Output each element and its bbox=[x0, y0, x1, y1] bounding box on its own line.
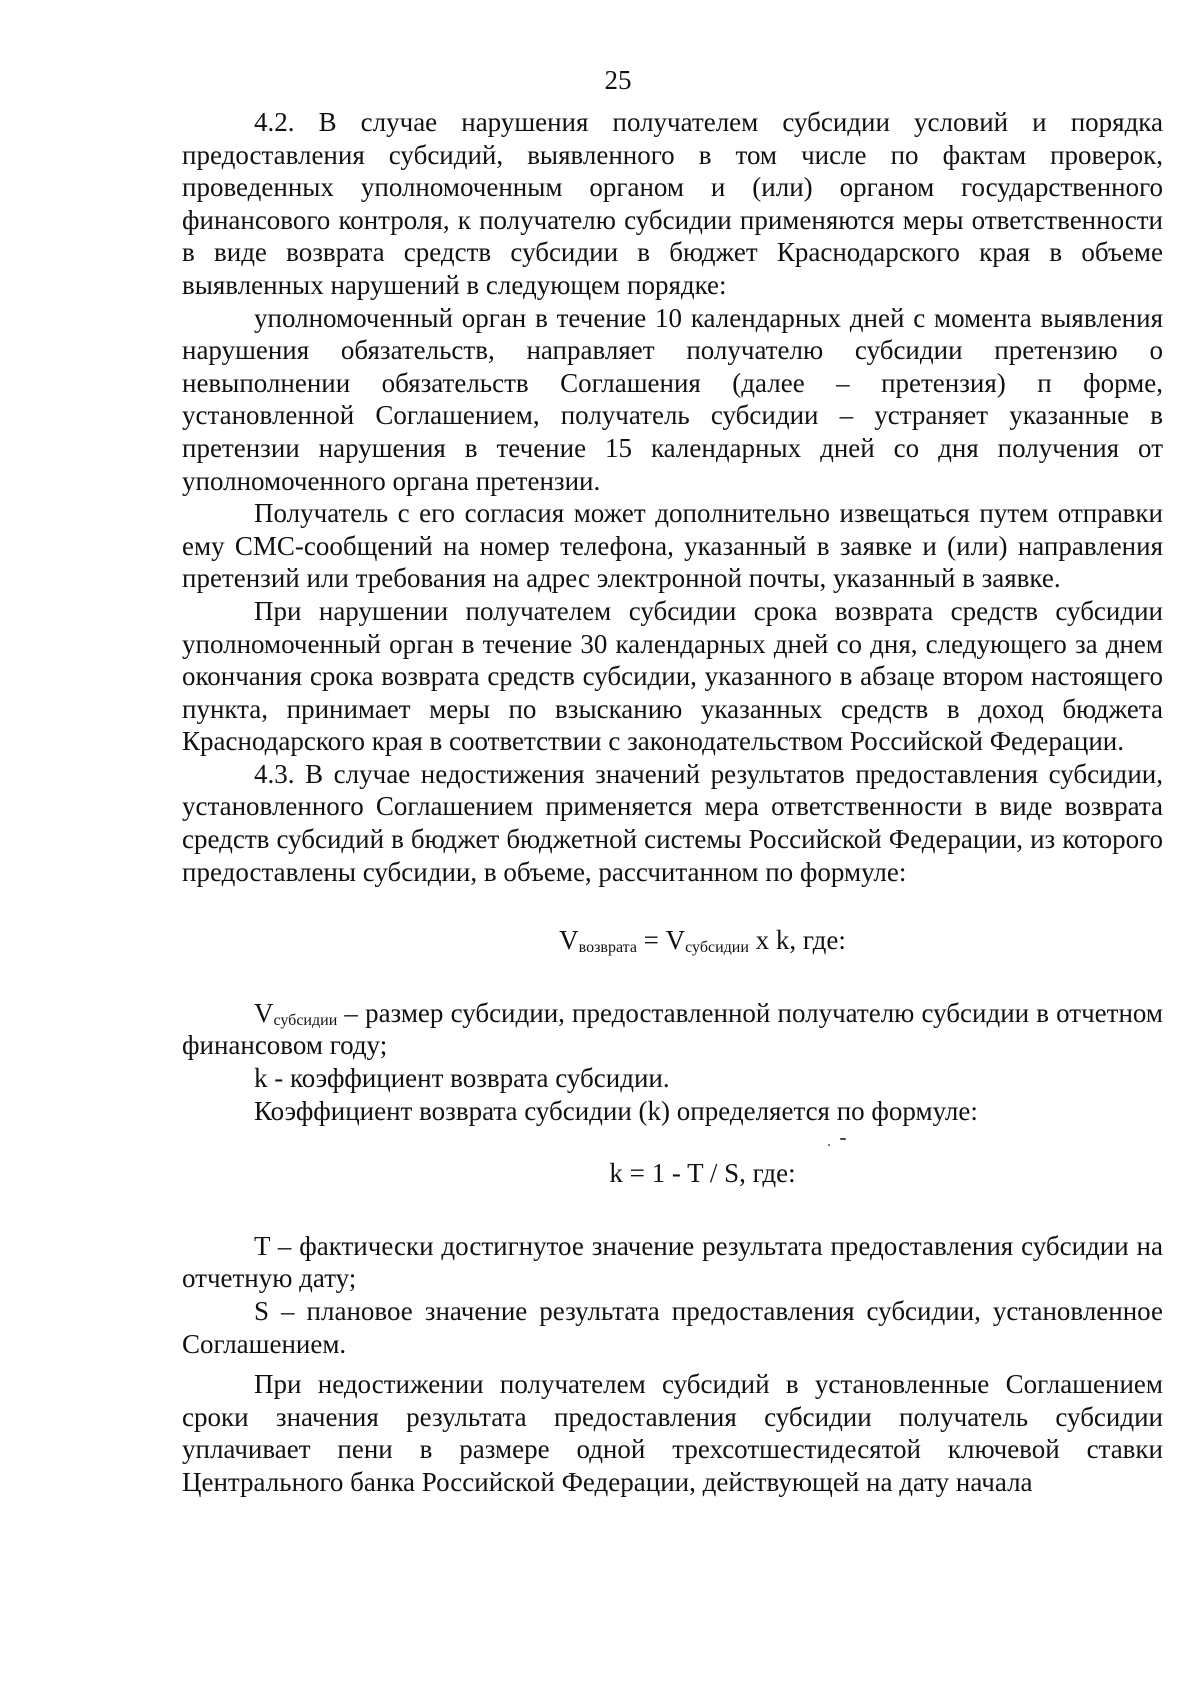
formula-v-symbol: V bbox=[559, 925, 579, 956]
definition-v-text: – размер субсидии, предоставленной получателю субсидии в отчетном финансовом году; bbox=[182, 997, 1163, 1061]
page-number: 25 bbox=[604, 65, 632, 95]
formula-v-symbol-2: V bbox=[665, 925, 686, 956]
definition-s: S – плановое значение результата предоставления субсидии, установленное Соглашением. bbox=[182, 1296, 1163, 1359]
formula-coefficient: k = 1 - T / S, где: bbox=[609, 1158, 796, 1189]
paragraph-procedure: уполномоченный орган в течение 10 календарных дней с момента выявления нарушения обязательств, направляет получателю субсидии претензию о невыполнении обязательств Соглашения (далее – претензия) п форме, установленной Соглашением, получатель субсидии – устраняет указанные в претензии нарушения в течение 15 календарных дней со дня получения от уполномоченного органа претензии. bbox=[182, 302, 1163, 496]
formula-tail: x k, где: bbox=[748, 925, 846, 956]
paragraph-4-2: 4.2. В случае нарушения получателем субсидии условий и порядка предоставления субсидий, выявленного в том числе по фактам проверок, проведенных уполномоченным органом и (или) органом государственного финансового контроля, к получателю субсидии применяются меры ответственности в виде возврата средств субсидии в бюджет Краснодарского края в объеме выявленных нарушений в следующем порядке: bbox=[182, 107, 1163, 300]
definition-v-subsidy bbox=[182, 997, 1163, 1062]
definition-v-subscript: субсидии bbox=[273, 1011, 338, 1029]
paragraph-4-3: 4.3. В случае недостижения значений результатов предоставления субсидии, установленного Соглашением применяется мера ответственности в виде возврата средств субсидий в бюджет бюджетной системы Российской Федерации, из которого предоставлены субсидии, в объеме, рассчитанном по формуле: bbox=[182, 758, 1163, 887]
formula-return-volume bbox=[182, 924, 1163, 957]
definition-t: T – фактически достигнутое значение результата предоставления субсидии на отчетную дату; bbox=[182, 1230, 1163, 1294]
definition-v-symbol: V bbox=[254, 997, 274, 1028]
document-body bbox=[182, 106, 1163, 1499]
paragraph-recovery: При нарушении получателем субсидии срока возврата средств субсидии уполномоченный орган в течение 30 календарных дней со дня, следующего за днем окончания срока возврата средств субсидии, указанного в абзаце втором настоящего пункта, принимает меры по взысканию указанных средств в доход бюджета Краснодарского края в соответствии с законодательством Российской Федерации. bbox=[182, 595, 1163, 757]
formula-subscript-subsidy: субсидии bbox=[685, 939, 749, 957]
formula-subscript-return: возврата bbox=[578, 939, 637, 957]
scan-artifact-dot bbox=[828, 1144, 830, 1146]
paragraph-penalty: При недостижении получателем субсидий в установленные Соглашением сроки значения результата предоставления субсидии получатель субсидии уплачивает пени в размере одной трехсотшестидесятой ключевой ставки Центрального банка Российской Федерации, действующей на дату начала bbox=[182, 1369, 1163, 1497]
formula-equals: = bbox=[636, 925, 666, 956]
scan-artifact-mark bbox=[840, 1138, 846, 1140]
paragraph-k-formula-intro: Коэффициент возврата субсидии (k) определяется по формуле: bbox=[254, 1095, 978, 1126]
paragraph-sms-notice: Получатель с его согласия может дополнительно извещаться путем отправки ему СМС-сообщений на номер телефона, указанный в заявке и (или) направления претензий или требования на адрес электронной почты, указанный в заявке. bbox=[182, 498, 1163, 594]
definition-k: k - коэффициент возврата субсидии. bbox=[254, 1063, 670, 1094]
